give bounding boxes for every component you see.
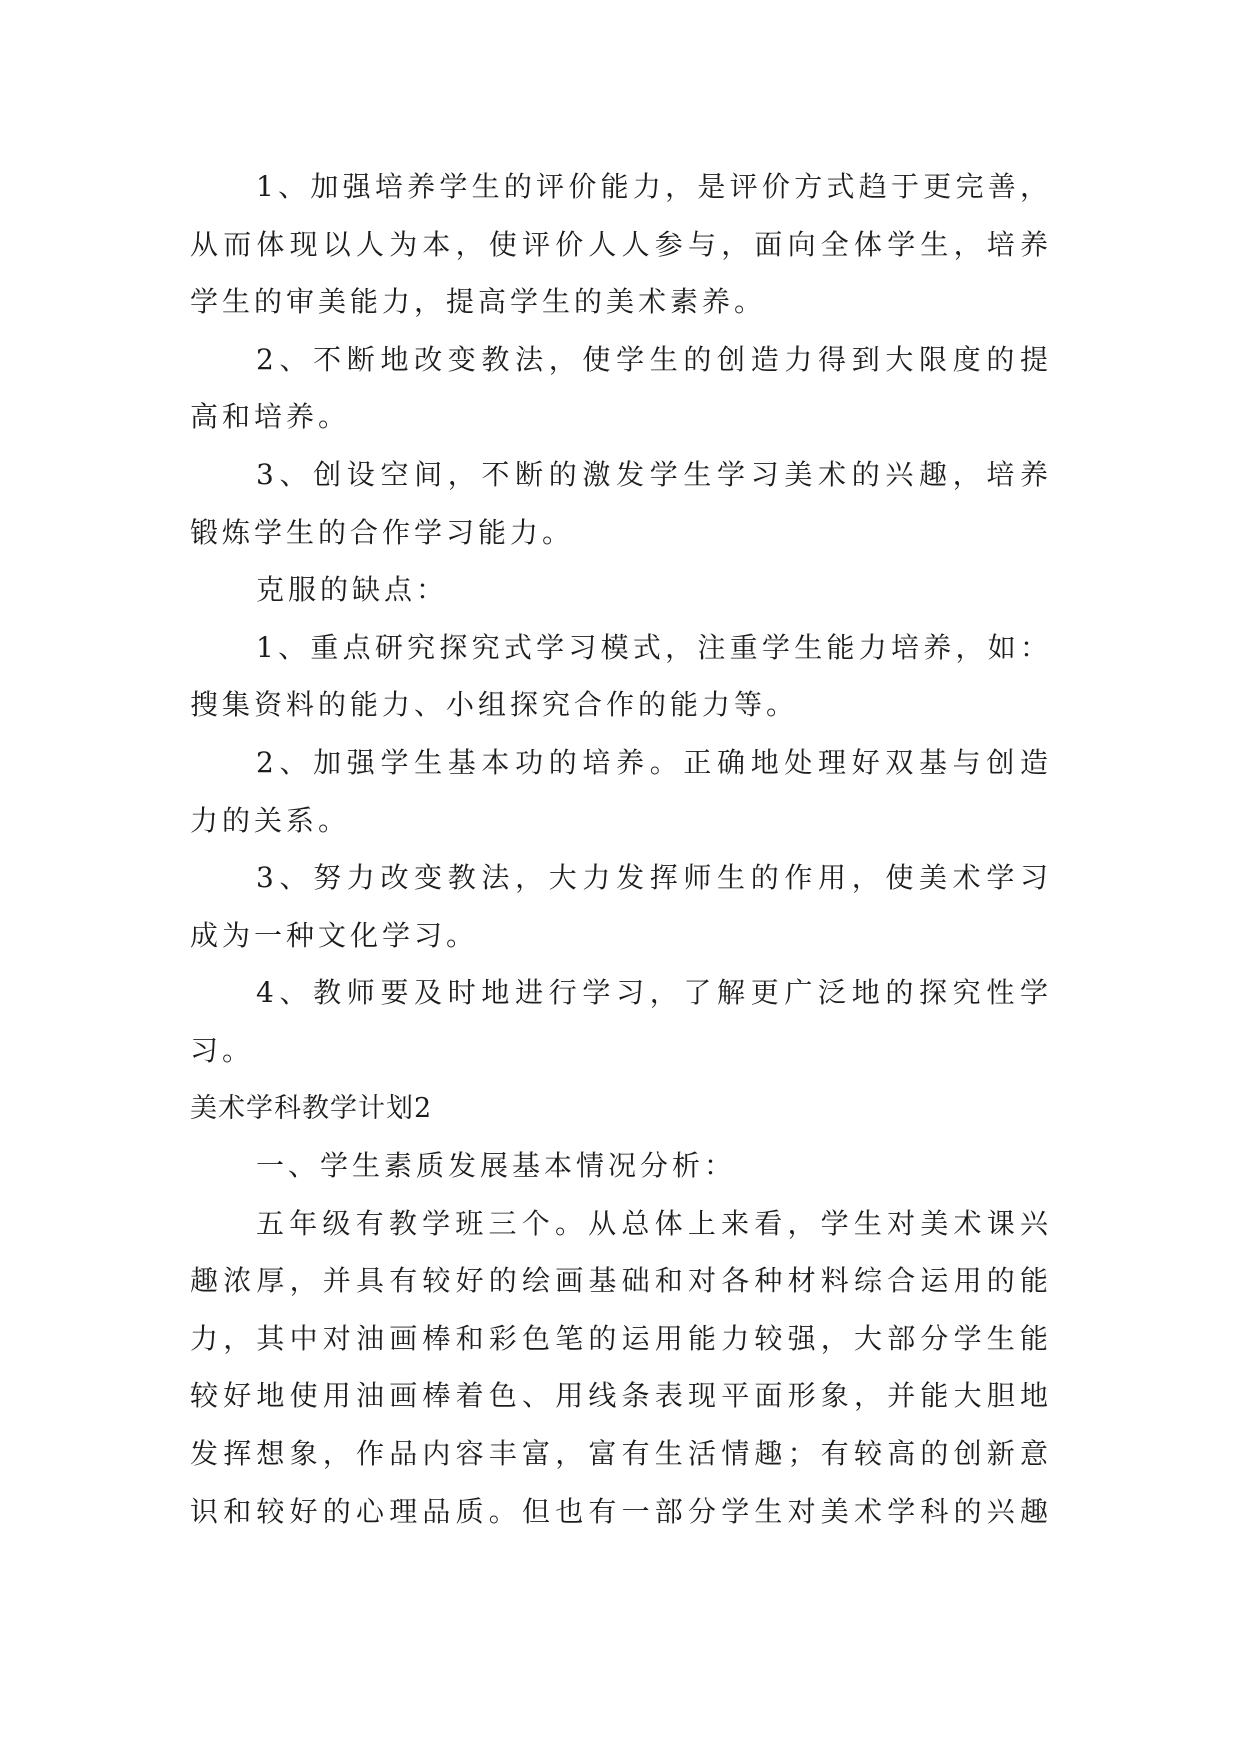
text-line: 搜集资料的能力、小组探究合作的能力等。 [190, 688, 799, 722]
text-line: 成为一种文化学习。 [190, 918, 479, 952]
paragraph [190, 158, 1052, 331]
text-line: 锻炼学生的合作学习能力。 [190, 515, 575, 549]
paragraph [190, 849, 1052, 964]
text-line: 较好地使用油画棒着色、用线条表现平面形象，并能大胆地 [190, 1379, 1052, 1413]
paragraph [190, 561, 1052, 619]
text-line: 1、加强培养学生的评价能力，是评价方式趋于更完善， [256, 170, 1052, 203]
text-line: 3、创设空间，不断的激发学生学习美术的兴趣，培养 [256, 457, 1052, 491]
paragraph [190, 1137, 1052, 1195]
text-line: 力，其中对油画棒和彩色笔的运用能力较强，大部分学生能 [190, 1321, 1052, 1355]
text-line: 一、学生素质发展基本情况分析： [256, 1149, 737, 1183]
text-line: 1、重点研究探究式学习模式，注重学生能力培养，如： [256, 630, 1052, 664]
paragraph [190, 734, 1052, 849]
paragraph [190, 964, 1052, 1079]
text-line: 习。 [190, 1033, 255, 1067]
section-heading: 美术学科教学计划2 [190, 1092, 433, 1124]
text-line: 识和较好的心理品质。但也有一部分学生对美术学科的兴趣 [190, 1494, 1052, 1528]
text-line: 学生的审美能力，提高学生的美术素养。 [190, 285, 767, 319]
paragraph [190, 619, 1052, 734]
paragraph [190, 1195, 1052, 1541]
document-body [190, 158, 1052, 1540]
paragraph [190, 331, 1052, 446]
text-line: 4、教师要及时地进行学习，了解更广泛地的探究性学 [256, 976, 1052, 1010]
text-line: 五年级有教学班三个。从总体上来看，学生对美术课兴 [256, 1206, 1052, 1240]
text-line: 力的关系。 [190, 803, 351, 837]
text-line: 2、不断地改变教法，使学生的创造力得到大限度的提 [256, 342, 1052, 376]
text-line: 克服的缺点： [256, 573, 449, 607]
text-line: 2、加强学生基本功的培养。正确地处理好双基与创造 [256, 745, 1052, 779]
text-line: 高和培养。 [190, 400, 351, 434]
text-line: 从而体现以人为本，使评价人人参与，面向全体学生，培养 [190, 227, 1052, 261]
text-line: 3、努力改变教法，大力发挥师生的作用，使美术学习 [256, 861, 1052, 895]
text-line: 趣浓厚，并具有较好的绘画基础和对各种材料综合运用的能 [190, 1264, 1052, 1298]
paragraph [190, 446, 1052, 561]
text-line: 发挥想象，作品内容丰富，富有生活情趣；有较高的创新意 [190, 1437, 1052, 1471]
